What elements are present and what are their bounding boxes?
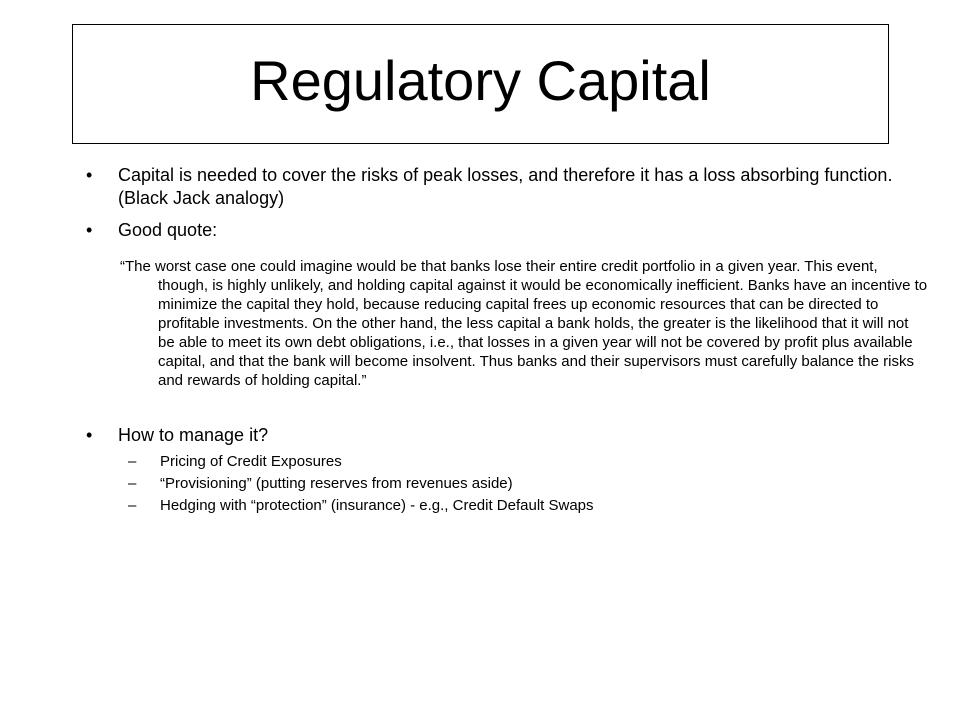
quote-block: “The worst case one could imagine would be that banks lose their entire credit portfolio in a given year. This event, though, is highly unlikely, and holding capital against it would be economically inefficient. Banks have an incentive to minimize the capital they hold, because reducing capital frees up economic resources that can be directed to profitable investments. On the other hand, the less capital a bank holds, the greater is the likelihood that it will not be able to meet its own debt obligations, i.e., that losses in a given year will not be covered by profit plus available capital, and that the bank will become insolvent. Thus banks and their supervisors must carefully balance the risks and rewards of holding capital.” xyxy=(120,258,928,389)
bullet-good-quote xyxy=(86,219,896,242)
bullet-text: How to manage it? xyxy=(118,425,269,445)
bullet-marker: • xyxy=(86,165,93,185)
title-box xyxy=(72,24,889,144)
sub-bullet-marker: – xyxy=(128,475,137,492)
bullet-how-to-manage xyxy=(86,424,896,447)
bullet-marker: • xyxy=(86,425,93,445)
sub-bullet-item xyxy=(86,451,896,473)
slide-title: Regulatory Capital xyxy=(250,49,711,112)
slide-body xyxy=(86,164,928,517)
sub-bullet-marker: – xyxy=(128,497,137,514)
sub-bullet-list xyxy=(86,451,896,517)
sub-bullet-marker: – xyxy=(128,453,137,470)
bullet-text: Good quote: xyxy=(118,220,218,240)
bullet-marker: • xyxy=(86,220,93,240)
sub-bullet-text: Pricing of Credit Exposures xyxy=(160,453,342,470)
bullet-capital-function xyxy=(86,164,896,210)
sub-bullet-item xyxy=(86,473,896,495)
sub-bullet-text: Hedging with “protection” (insurance) - e.g., Credit Default Swaps xyxy=(160,497,594,514)
sub-bullet-text: “Provisioning” (putting reserves from revenues aside) xyxy=(160,475,513,492)
bullet-text: Capital is needed to cover the risks of peak losses, and therefore it has a loss absorbing function. (Black Jack analogy) xyxy=(118,165,893,208)
sub-bullet-item xyxy=(86,495,896,517)
